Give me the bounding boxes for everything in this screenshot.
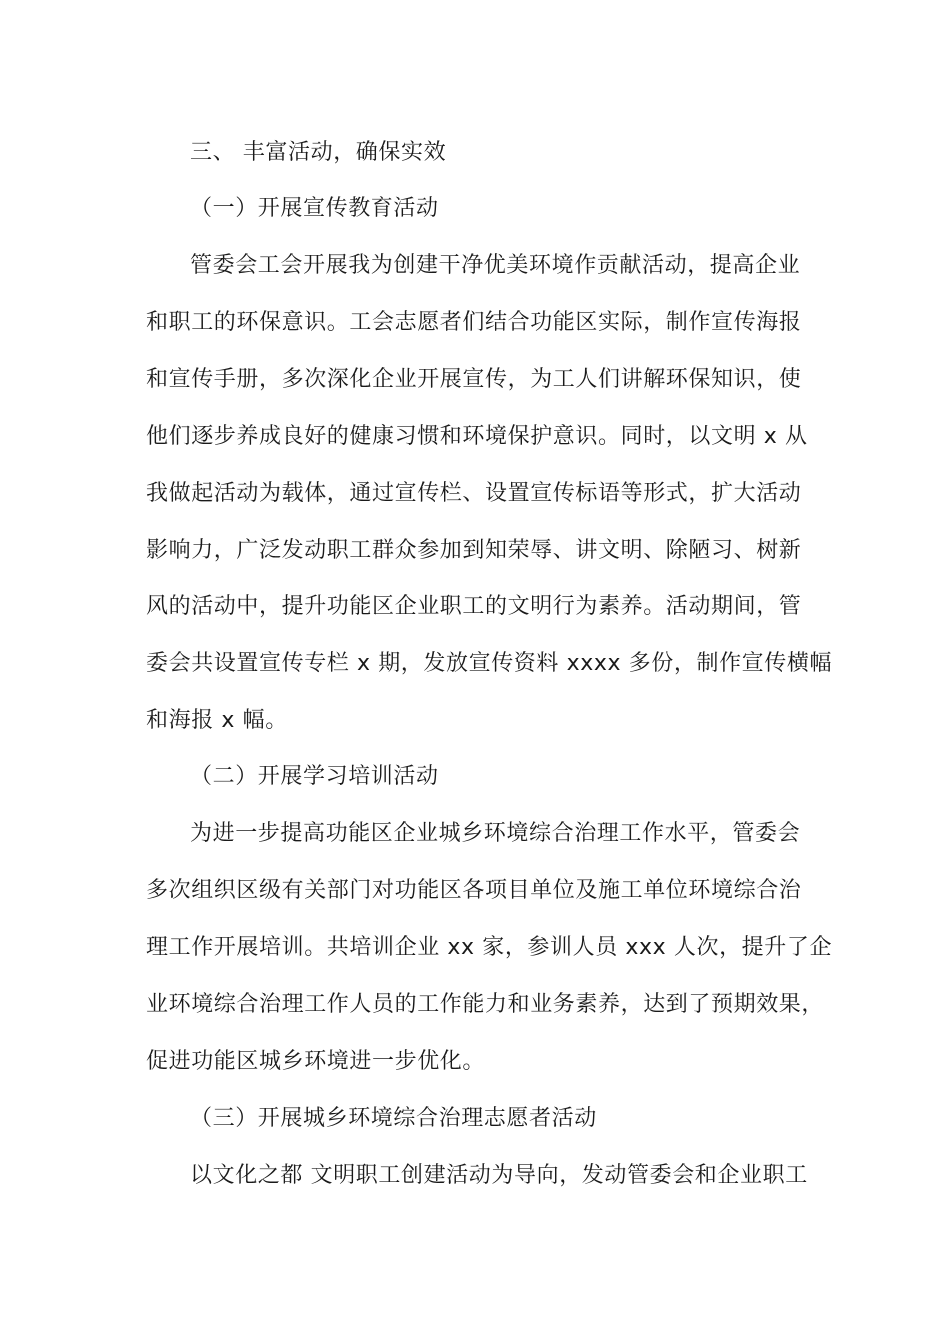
paragraph-line: 为进一步提高功能区企业城乡环境综合治理工作水平，管委会	[190, 821, 801, 846]
paragraph-line: 他们逐步养成良好的健康习惯和环境保护意识。同时，以文明 x 从	[146, 424, 808, 449]
paragraph-line: 以文化之都 文明职工创建活动为导向，发动管委会和企业职工	[190, 1163, 808, 1188]
paragraph-line: 多次组织区级有关部门对功能区各项目单位及施工单位环境综合治	[146, 878, 802, 903]
subsection-heading-3: （三）开展城乡环境综合治理志愿者活动	[190, 1106, 597, 1131]
paragraph-line: 和职工的环保意识。工会志愿者们结合功能区实际，制作宣传海报	[146, 310, 802, 335]
paragraph-line: 和宣传手册，多次深化企业开展宣传，为工人们讲解环保知识，使	[146, 367, 802, 392]
paragraph-line: 和海报 x 幅。	[146, 708, 288, 733]
paragraph-line: 管委会工会开展我为创建干净优美环境作贡献活动，提高企业	[190, 253, 801, 278]
paragraph-line: 风的活动中，提升功能区企业职工的文明行为素养。活动期间，管	[146, 594, 802, 619]
paragraph-line: 业环境综合治理工作人员的工作能力和业务素养，达到了预期效果，	[146, 992, 825, 1017]
paragraph-line: 委会共设置宣传专栏 x 期，发放宣传资料 xxxx 多份，制作宣传横幅	[146, 651, 833, 676]
paragraph-line: 影响力，广泛发动职工群众参加到知荣辱、讲文明、除陋习、树新	[146, 538, 802, 563]
subsection-heading-2: （二）开展学习培训活动	[190, 764, 439, 789]
paragraph-line: 我做起活动为载体，通过宣传栏、设置宣传标语等形式，扩大活动	[146, 481, 802, 506]
subsection-heading-1: （一）开展宣传教育活动	[190, 196, 439, 221]
paragraph-line: 促进功能区城乡环境进一步优化。	[146, 1049, 486, 1074]
paragraph-line: 理工作开展培训。共培训企业 xx 家，参训人员 xxx 人次，提升了企	[146, 935, 833, 960]
section-heading: 三、 丰富活动，确保实效	[190, 140, 447, 165]
